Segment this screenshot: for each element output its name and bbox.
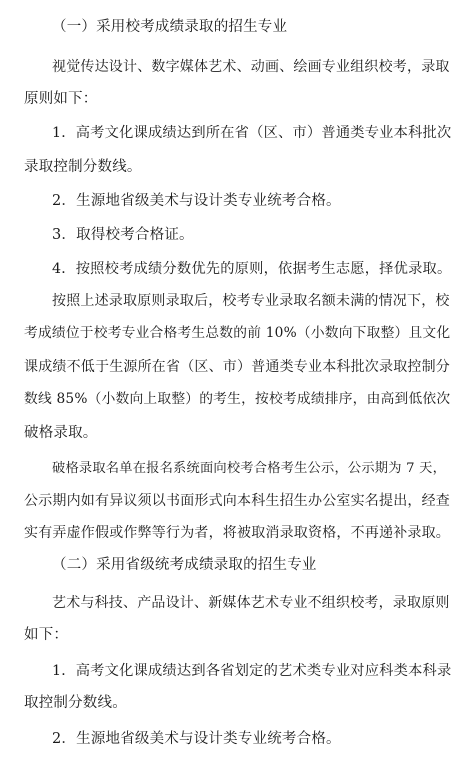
- paragraph-line: 数线 85%（小数向上取整）的考生，按校考成绩排序，由高到低依次: [24, 391, 451, 407]
- paragraph-line: 原则如下：: [24, 91, 98, 107]
- list-item-2: 2．生源地省级美术与设计类专业统考合格。: [52, 193, 341, 209]
- paragraph-line: 视觉传达设计、数字媒体艺术、动画、绘画专业组织校考，录取: [52, 59, 450, 75]
- paragraph-line: 公示期内如有异议须以书面形式向本科生招生办公室实名提出，经查: [24, 493, 450, 509]
- section-heading-2: （二）采用省级统考成绩录取的招生专业: [52, 557, 317, 573]
- paragraph-line: 如下：: [24, 627, 69, 643]
- paragraph-line: 破格录取名单在报名系统面向校考合格考生公示，公示期为 7 天，: [52, 461, 447, 476]
- list-item-2: 2．生源地省级美术与设计类专业统考合格。: [52, 731, 341, 747]
- list-item-1: 1．高考文化课成绩达到所在省（区、市）普通类专业本科批次: [52, 125, 452, 141]
- paragraph-line: 实有弄虚作假或作弊等行为者，将被取消录取资格，不再递补录取。: [24, 525, 450, 541]
- list-item-1-cont: 录取控制分数线。: [24, 159, 142, 175]
- paragraph-line: 课成绩不低于生源所在省（区、市）普通类专业本科批次录取控制分: [24, 359, 450, 375]
- paragraph-line: 艺术与科技、产品设计、新媒体艺术专业不组织校考，录取原则: [52, 595, 450, 611]
- list-item-1: 1．高考文化课成绩达到各省划定的艺术类专业对应科类本科录: [52, 663, 452, 679]
- section-heading-1: （一）采用校考成绩录取的招生专业: [52, 19, 288, 35]
- paragraph-line: 破格录取。: [24, 425, 98, 441]
- paragraph-line: 按照上述录取原则录取后，校考专业录取名额未满的情况下，校: [52, 293, 450, 309]
- list-item-3: 3．取得校考合格证。: [52, 227, 194, 243]
- list-item-4: 4．按照校考成绩分数优先的原则，依据考生志愿，择优录取。: [52, 261, 452, 277]
- list-item-1-cont: 取控制分数线。: [24, 695, 127, 711]
- paragraph-line: 考成绩位于校考专业合格考生总数的前 10%（小数向下取整）且文化: [24, 325, 451, 341]
